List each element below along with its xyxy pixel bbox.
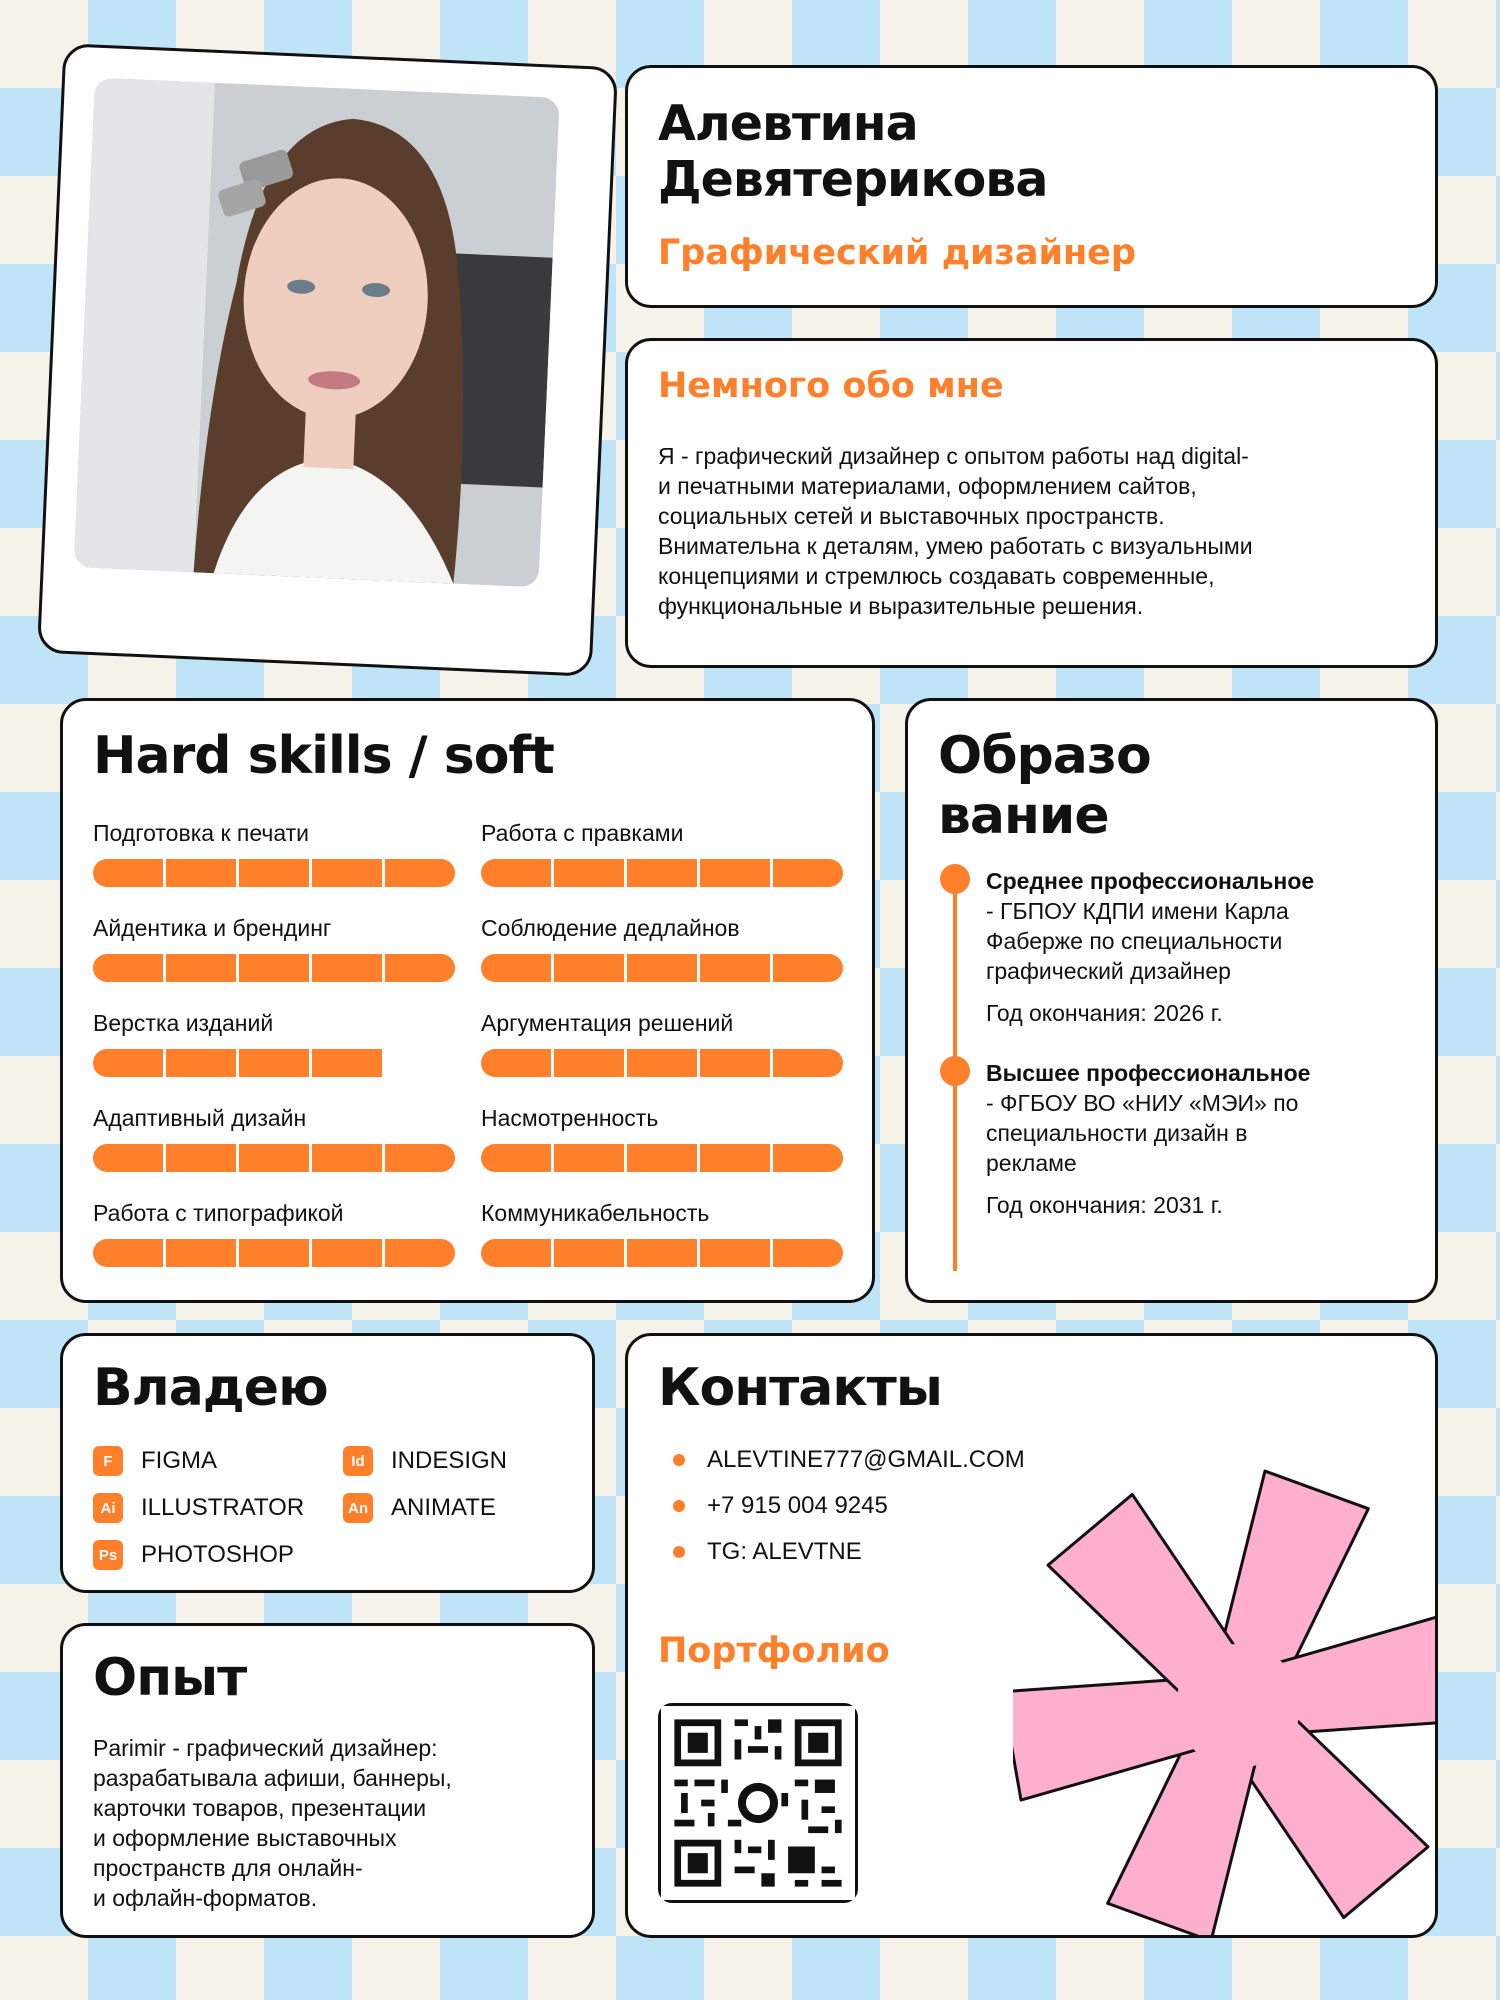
photoshop-icon: Ps <box>93 1540 123 1570</box>
tool-item <box>343 1493 496 1523</box>
about-text <box>658 441 1418 621</box>
skill-level-bar <box>93 1239 455 1267</box>
tools-card <box>60 1333 595 1593</box>
tool-item <box>343 1446 507 1476</box>
skill-level-segment <box>239 954 309 982</box>
phone-link[interactable] <box>673 1492 888 1520</box>
skill-level-segment <box>385 1144 455 1172</box>
skill-level-segment <box>773 1239 843 1267</box>
skill-level-segment <box>312 954 382 982</box>
skill-level-segment <box>312 859 382 887</box>
bullet-icon <box>673 1546 685 1558</box>
skill-level-segment <box>554 1144 624 1172</box>
timeline-dot <box>940 1056 970 1086</box>
experience-card <box>60 1623 595 1938</box>
tool-item <box>93 1540 294 1570</box>
tool-label: FIGMA <box>141 1447 217 1474</box>
skill-label: Коммуникабельность <box>481 1200 710 1226</box>
about-line: концепциями и стремлюсь создавать современные, <box>658 563 1215 589</box>
education-degree: Высшее профессиональное <box>986 1060 1311 1086</box>
name-card <box>625 65 1438 308</box>
skill-level-bar <box>93 1049 455 1077</box>
skill-label: Подготовка к печати <box>93 820 310 846</box>
tool-label: ILLUSTRATOR <box>141 1494 305 1521</box>
skill-level-segment <box>481 954 551 982</box>
skill-item <box>481 1104 843 1172</box>
skill-level-segment <box>166 859 236 887</box>
skill-level-segment <box>554 859 624 887</box>
education-title-line: вание <box>938 786 1109 846</box>
skill-level-segment <box>385 954 455 982</box>
timeline-dot <box>940 864 970 894</box>
experience-line: и оформление выставочных <box>93 1825 397 1851</box>
portfolio-title: Портфолио <box>658 1631 890 1671</box>
skill-label: Аргументация решений <box>481 1010 734 1036</box>
skill-level-segment <box>481 859 551 887</box>
skill-level-segment <box>481 1049 551 1077</box>
skill-level-segment <box>312 1144 382 1172</box>
skill-label: Айдентика и брендинг <box>93 915 332 941</box>
about-line: Внимательна к деталям, умею работать с визуальными <box>658 533 1253 559</box>
education-item <box>986 1058 1406 1220</box>
skill-item <box>93 819 455 887</box>
indesign-icon: Id <box>343 1446 373 1476</box>
skill-level-segment <box>627 1049 697 1077</box>
skill-item <box>481 1199 843 1267</box>
skill-level-segment <box>700 1144 770 1172</box>
illustrator-icon: Ai <box>93 1493 123 1523</box>
phone-text: +7 915 004 9245 <box>707 1492 888 1519</box>
skill-level-segment <box>93 954 163 982</box>
skill-label: Насмотренность <box>481 1105 659 1131</box>
education-line: рекламе <box>986 1150 1077 1176</box>
skill-level-segment <box>312 1049 382 1077</box>
email-text: ALEVTINE777@GMAIL.COM <box>707 1446 1025 1473</box>
education-line: специальности дизайн в <box>986 1120 1248 1146</box>
experience-line: разрабатывала афиши, баннеры, <box>93 1765 452 1791</box>
skill-level-bar <box>481 859 843 887</box>
skill-label: Работа с типографикой <box>93 1200 344 1226</box>
skill-level-segment <box>773 1049 843 1077</box>
skill-level-segment <box>239 1144 309 1172</box>
contacts-title: Контакты <box>658 1358 942 1418</box>
skill-level-segment <box>312 1239 382 1267</box>
full-name <box>658 96 1047 208</box>
photo-frame <box>37 43 618 677</box>
portfolio-qr-code[interactable] <box>658 1703 858 1903</box>
portrait-illustration <box>74 78 560 588</box>
tool-label: PHOTOSHOP <box>141 1541 294 1568</box>
education-year: Год окончания: 2031 г. <box>986 1192 1223 1218</box>
about-card <box>625 338 1438 668</box>
skill-item <box>481 819 843 887</box>
skill-level-segment <box>627 954 697 982</box>
skill-level-segment <box>239 859 309 887</box>
experience-text <box>93 1733 573 1913</box>
tools-title: Владею <box>93 1358 328 1418</box>
tool-item <box>93 1446 217 1476</box>
skill-level-segment <box>481 1239 551 1267</box>
education-line: - ФГБОУ ВО «НИУ «МЭИ» по <box>986 1090 1299 1116</box>
skill-level-segment <box>385 1239 455 1267</box>
skill-level-segment <box>481 1144 551 1172</box>
skill-level-segment <box>93 859 163 887</box>
about-title: Немного обо мне <box>658 366 1004 406</box>
about-line: социальных сетей и выставочных пространств. <box>658 503 1165 529</box>
skill-label: Работа с правками <box>481 820 684 846</box>
skill-item <box>481 914 843 982</box>
bullet-icon <box>673 1500 685 1512</box>
skill-level-bar <box>481 1049 843 1077</box>
animate-icon: An <box>343 1493 373 1523</box>
skill-level-bar <box>93 1144 455 1172</box>
skill-level-segment <box>773 859 843 887</box>
skill-level-segment <box>554 1239 624 1267</box>
skill-level-bar <box>93 859 455 887</box>
skill-item <box>481 1009 843 1077</box>
skill-level-segment <box>700 1239 770 1267</box>
qr-code-icon <box>661 1706 855 1900</box>
tool-label: INDESIGN <box>391 1447 508 1474</box>
skill-level-segment <box>166 1144 236 1172</box>
education-line: - ГБПОУ КДПИ имени Карла <box>986 898 1289 924</box>
skill-level-segment <box>239 1049 309 1077</box>
tool-label: ANIMATE <box>391 1494 496 1521</box>
telegram-text: TG: ALEVTNE <box>707 1538 862 1565</box>
skill-level-bar <box>93 954 455 982</box>
contacts-card <box>625 1333 1438 1938</box>
skill-level-segment <box>239 1239 309 1267</box>
skill-level-segment <box>627 859 697 887</box>
experience-line: карточки товаров, презентации <box>93 1795 427 1821</box>
experience-line: пространств для онлайн- <box>93 1855 363 1881</box>
skill-level-segment <box>773 1144 843 1172</box>
skill-label: Верстка изданий <box>93 1010 274 1036</box>
skill-level-segment <box>773 954 843 982</box>
skills-title: Hard skills / soft <box>93 726 554 786</box>
skill-level-segment <box>166 1239 236 1267</box>
skill-level-segment <box>554 954 624 982</box>
education-item <box>986 866 1406 1028</box>
figma-icon: F <box>93 1446 123 1476</box>
skill-level-bar <box>481 954 843 982</box>
tool-item <box>93 1493 304 1523</box>
skill-level-segment <box>627 1144 697 1172</box>
skill-level-segment <box>700 1049 770 1077</box>
about-line: Я - графический дизайнер с опытом работы над digital- <box>658 443 1249 469</box>
education-title-line: Образо <box>938 726 1151 786</box>
bullet-icon <box>673 1454 685 1466</box>
telegram-link[interactable] <box>673 1538 862 1566</box>
skill-level-segment <box>166 954 236 982</box>
skill-level-segment <box>93 1144 163 1172</box>
education-line: графический дизайнер <box>986 958 1231 984</box>
skill-level-segment <box>385 859 455 887</box>
skill-item <box>93 1009 455 1077</box>
education-year: Год окончания: 2026 г. <box>986 1000 1223 1026</box>
skill-level-segment <box>93 1049 163 1077</box>
asterisk-decoration <box>1013 1456 1438 1938</box>
skill-label: Адаптивный дизайн <box>93 1105 307 1131</box>
skill-item <box>93 1199 455 1267</box>
skill-item <box>93 914 455 982</box>
education-title <box>938 726 1338 846</box>
skill-level-segment <box>700 859 770 887</box>
skill-level-segment <box>93 1239 163 1267</box>
email-link[interactable] <box>673 1446 1025 1474</box>
job-title: Графический дизайнер <box>658 233 1136 273</box>
experience-line: Parimir - графический дизайнер: <box>93 1735 438 1761</box>
skill-level-bar <box>481 1239 843 1267</box>
skill-label: Соблюдение дедлайнов <box>481 915 740 941</box>
skills-card <box>60 698 875 1303</box>
skill-level-segment <box>700 954 770 982</box>
skill-item <box>93 1104 455 1172</box>
first-name: Алевтина <box>658 95 918 152</box>
skill-level-bar <box>481 1144 843 1172</box>
skill-level-segment <box>166 1049 236 1077</box>
about-line: функциональные и выразительные решения. <box>658 593 1144 619</box>
education-card <box>905 698 1438 1303</box>
profile-photo <box>74 78 560 588</box>
skill-level-segment <box>554 1049 624 1077</box>
education-degree: Среднее профессиональное <box>986 868 1315 894</box>
skill-level-segment <box>627 1239 697 1267</box>
last-name: Девятерикова <box>658 151 1048 208</box>
about-line: и печатными материалами, оформлением сайтов, <box>658 473 1197 499</box>
experience-line: и офлайн-форматов. <box>93 1885 318 1911</box>
education-line: Фаберже по специальности <box>986 928 1283 954</box>
experience-title: Опыт <box>93 1648 247 1708</box>
